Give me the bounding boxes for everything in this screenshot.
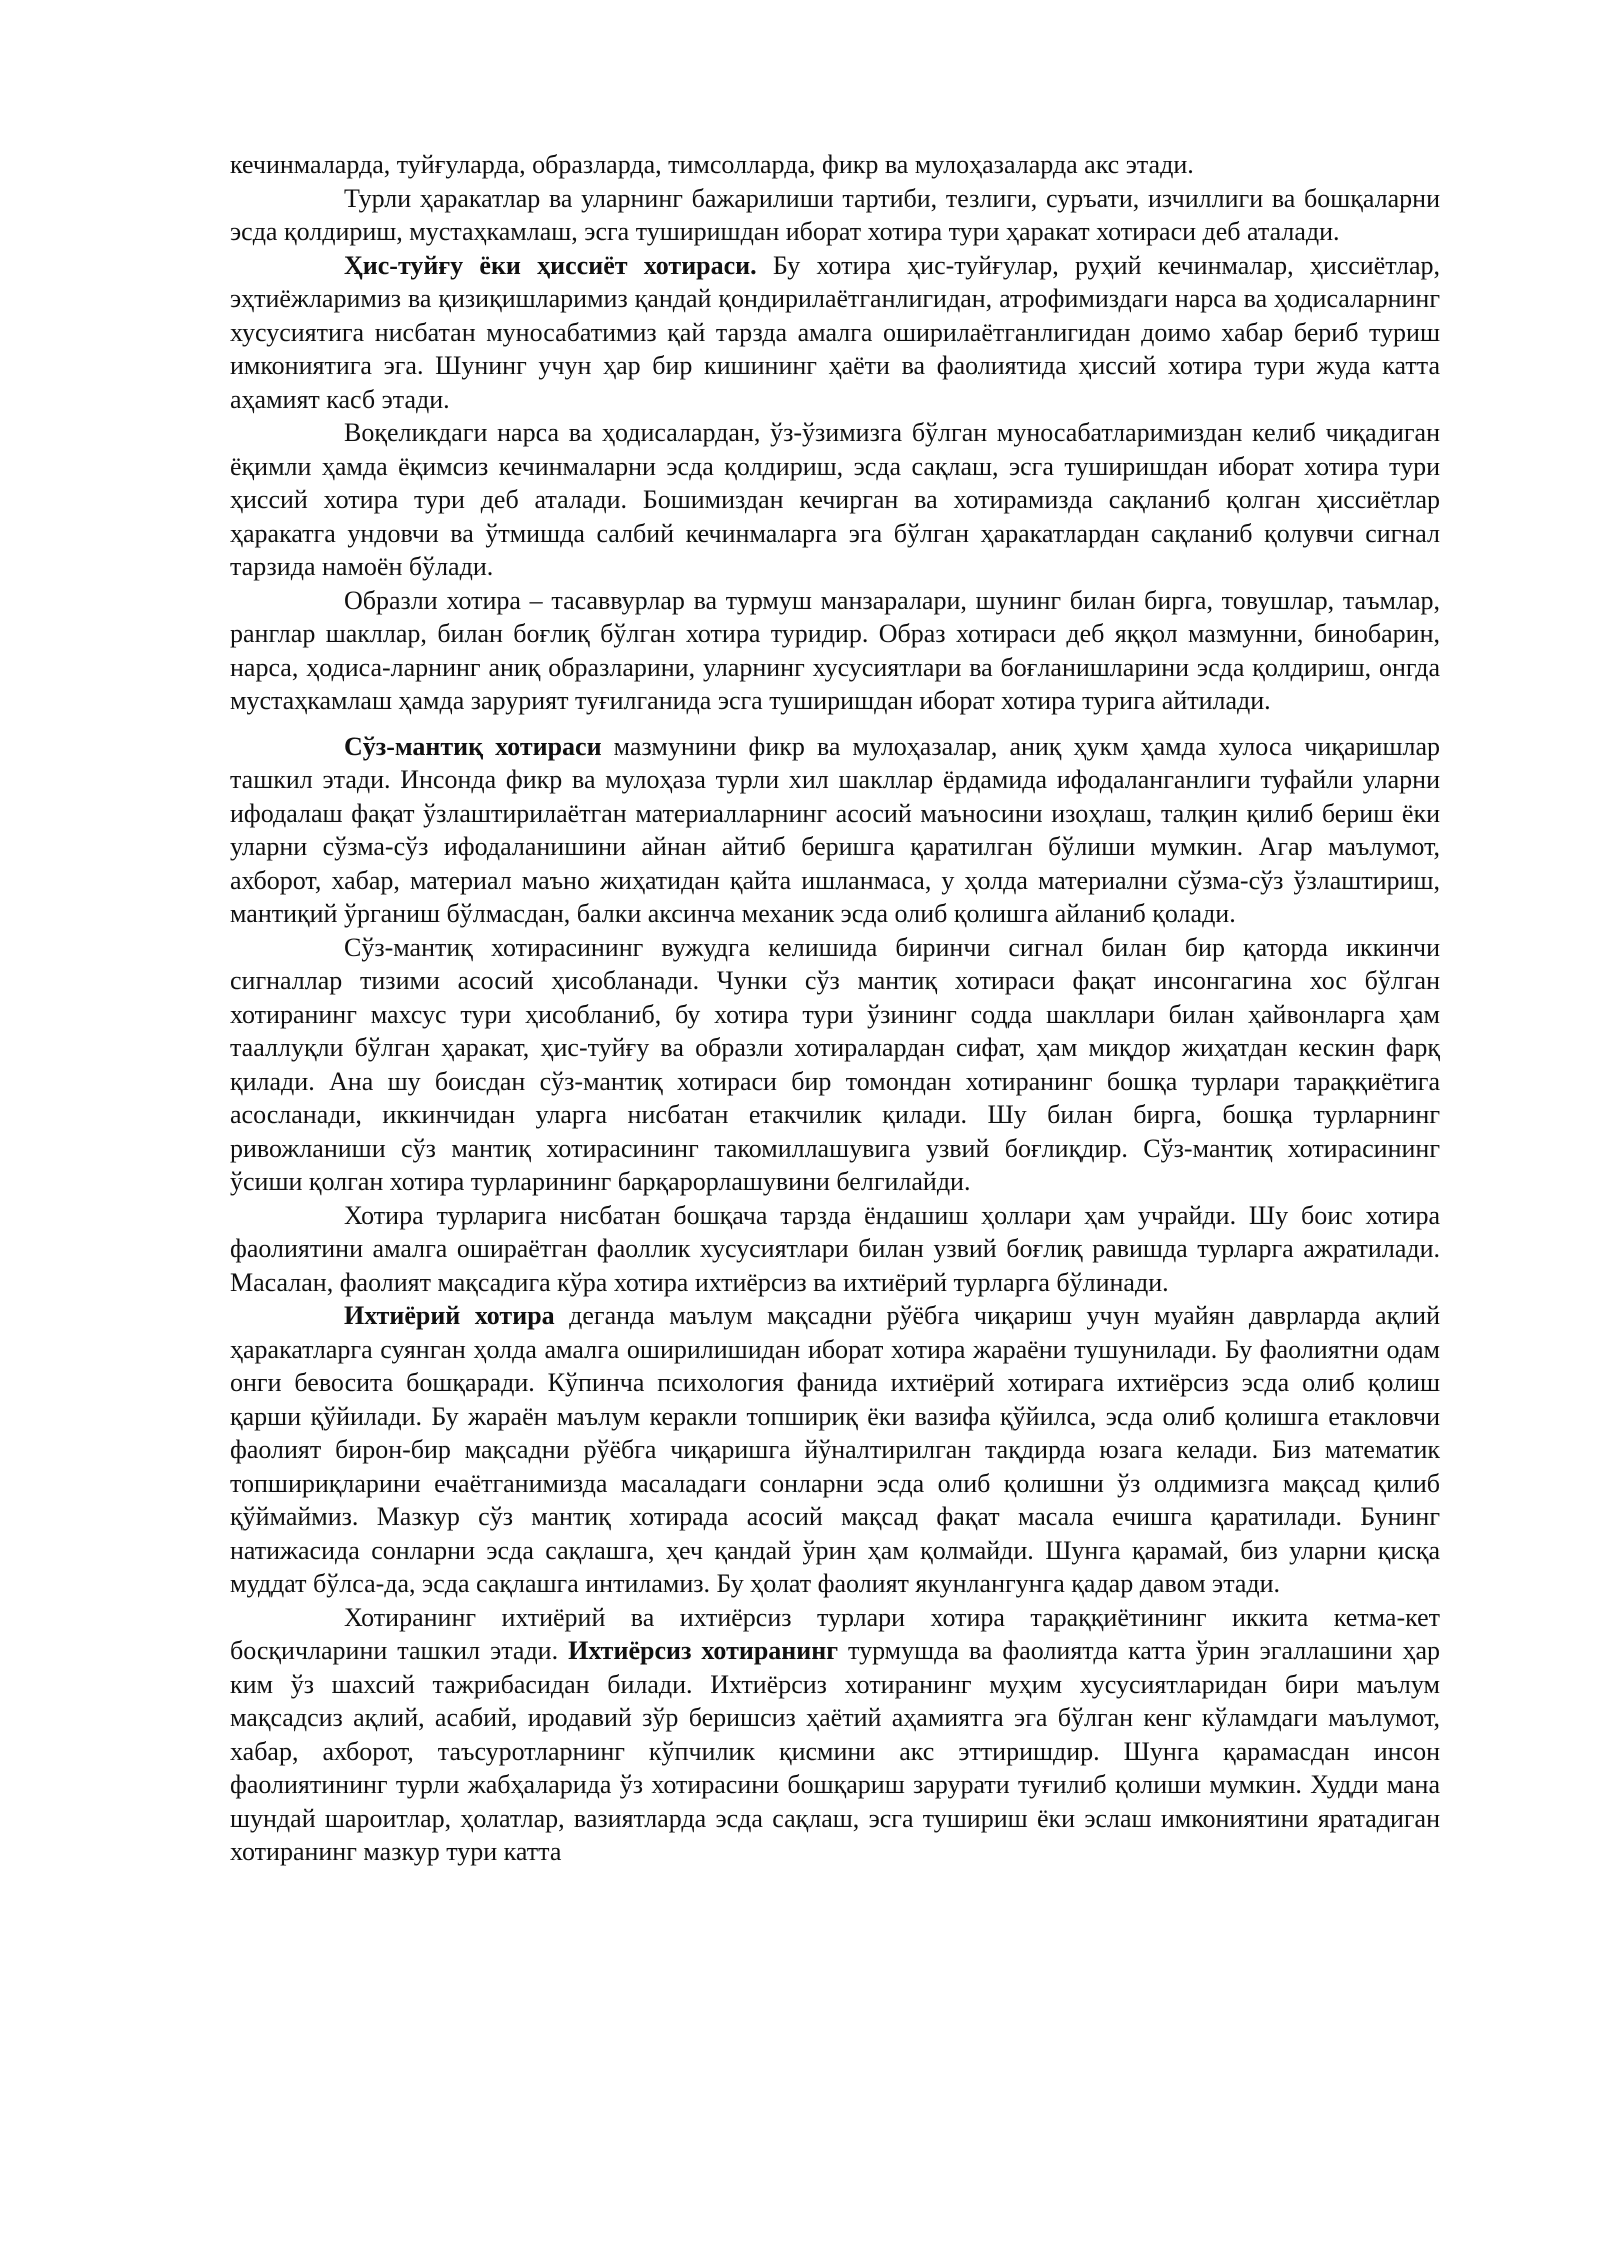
paragraph-text: мазмунини фикр ва мулоҳазалар, аниқ ҳукм ҳамда хулоса чиқаришлар ташкил этади. Инсонда фикр ва мулоҳаза турли хил шакллар ёрдамида ифодаланганлиги туфайли уларни ифодалаш фақат ўзлаштирилаётган материалларнинг асосий маъносини изоҳлаш, талқин қилиб бериш ёки уларни сўзма-сўз ифодаланишини айнан айтиб беришга қаратилган бўлиши мумкин. Агар маълумот, ахборот, хабар, материал маъно жиҳатидан қайта ишланмаса, у ҳолда материални сўзма-сўз ўзлаштириш, мантиқий ўрганиш бўлмасдан, балки аксинча механик эсда олиб қолишга айланиб қолади. — [230, 731, 1441, 928]
paragraph — [230, 730, 1440, 931]
term-heading: Ҳис-туйғу ёки ҳиссиёт хотираси. — [344, 250, 757, 280]
term-heading: Сўз-мантиқ хотираси — [344, 731, 602, 761]
paragraph — [230, 1601, 1440, 1869]
paragraph-text: турмушда ва фаолиятда катта ўрин эгаллашини ҳар ким ўз шахсий тажрибасидан билади. Ихтиёрсиз хотиранинг муҳим хусусиятларидан бири маълум мақсадсиз ақлий, асабий, иродавий зўр беришсиз ҳаётий аҳамиятга эга бўлган кенг кўламдаги маълумот, хабар, ахборот, таъсуротларнинг кўпчилик қисмини акс эттиришдир. Шунга қарамасдан инсон фаолиятининг турли жабҳаларида ўз хотирасини бошқариш зарурати туғилиб қолиши мумкин. Худди мана шундай шароитлар, ҳолатлар, вазиятларда эсда сақлаш, эсга тушириш ёки эслаш имкониятини яратадиган хотиранинг мазкур тури катта — [230, 1636, 1441, 1866]
paragraph: Воқеликдаги нарса ва ҳодисалардан, ўз-ўзимизга бўлган муносабатларимиздан келиб чиқадиган ёқимли ҳамда ёқимсиз кечинмаларни эсда қолдириш, эсда сақлаш, эсга туширишдан иборат хотира тури ҳиссий хотира тури деб аталади. Бошимиздан кечирган ва хотирамизда сақланиб қолган ҳиссиётлар ҳаракатга ундовчи ва ўтмишда салбий кечинмаларга эга бўлган ҳаракатлардан сақланиб қолувчи сигнал тарзида намоён бўлади. — [230, 418, 1440, 581]
paragraph: кечинмаларда, туйғуларда, образларда, тимсолларда, фикр ва мулоҳазаларда акс этади. — [230, 150, 1194, 179]
paragraph — [230, 1299, 1440, 1601]
paragraph-text: Бу хотира ҳис-туйғулар, руҳий кечинмалар, ҳиссиётлар, эҳтиёжларимиз ва қизиқишларимиз қандай қондирилаётганлигидан, атрофимиздаги нарса ва ҳодисаларнинг хусусиятига нисбатан муносабатимиз қай тарзда амалга оширилаётганлигидан доимо хабар бериб туриш имкониятига эга. Шунинг учун ҳар бир кишининг ҳаёти ва фаолиятида ҳиссий хотира тури жуда катта аҳамият касб этади. — [230, 250, 1440, 414]
paragraph-text: деганда маълум мақсадни рўёбга чиқариш учун муайян даврларда ақлий ҳаракатларга суянган ҳолда амалга оширилишидан иборат хотира жараёни тушунилади. Бу фаолиятни одам онги бевосита бошқаради. Кўпинча психология фанида ихтиёрий хотирага ихтиёрсиз эсда олиб қолиш қарши қўйилади. Бу жараён маълум керакли топшириқ ёки вазифа қўйилса, эсда олиб қолишга етакловчи фаолият бирон-бир мақсадни рўёбга чиқаришга йўналтирилган тақдирда юзага келади. Биз математик топшириқларини ечаётганимизда масаладаги сонларни эсда олиб қолишни ўз олдимизга мақсад қилиб қўймаймиз. Мазкур сўз мантиқ хотирада асосий мақсад фақат масала ечишга қаратилади. Бунинг натижасида сонларни эсда сақлашга, ҳеч қандай ўрин ҳам қолмайди. Шунга қарамай, биз уларни қисқа муддат бўлса-да, эсда сақлашга интиламиз. Бу ҳолат фаолият якунлангунга қадар давом этади. — [230, 1301, 1441, 1598]
paragraph — [230, 249, 1440, 417]
paragraph: Сўз-мантиқ хотирасининг вужудга келишида биринчи сигнал билан бир қаторда иккинчи сигналлар тизими асосий ҳисобланади. Чунки сўз мантиқ хотираси фақат инсонгагина хос бўлган хотиранинг махсус тури ҳисобланиб, бу хотира тури ўзининг содда шакллари билан ҳайвонларга ҳам тааллуқли бўлган ҳаракат, ҳис-туйғу ва образли хотиралардан сифат, ҳам миқдор жиҳатдан кескин фарқ қилади. Ана шу боисдан сўз-мантиқ хотираси бир томондан хотиранинг бошқа турлари тараққиётига асосланади, иккинчидан уларга нисбатан етакчилик қилади. Шу билан бирга, бошқа турларнинг ривожланиши сўз мантиқ хотирасининг такомиллашувига узвий боғлиқдир. Сўз-мантиқ хотирасининг ўсиши қолган хотира турларининг барқарорлашувини белгилайди. — [230, 932, 1440, 1196]
term-heading: Ихтиёрий хотира — [344, 1301, 555, 1330]
paragraph: Образли хотира – тасаввурлар ва турмуш манзаралари, шунинг билан бирга, товушлар, таъмлар, ранглар шакллар, билан боғлиқ бўлган хотира туридир. Образ хотираси деб яққол мазмунни, бинобарин, нарса, ҳодиса-ларнинг аниқ образларини, уларнинг хусусиятлари ва боғланишларини эсда қолдириш, онгда мустаҳкамлаш ҳамда зарурият туғилганида эсга туширишдан иборат хотира турига айтилади. — [230, 585, 1440, 715]
paragraph: Хотира турларига нисбатан бошқача тарзда ёндашиш ҳоллари ҳам учрайди. Шу боис хотира фаолиятини амалга ошираётган фаоллик хусусиятлари билан узвий боғлиқ равишда турларга ажратилади. Масалан, фаолият мақсадига кўра хотира ихтиёрсиз ва ихтиёрий турларга бўлинади. — [230, 1200, 1440, 1297]
term-heading: Ихтиёрсиз хотиранинг — [568, 1636, 839, 1665]
paragraph-text: Хотиранинг ихтиёрий ва ихтиёрсиз турлари хотира тараққиётининг иккита кетма-кет босқичларини ташкил этади. — [230, 1602, 1440, 1665]
paragraph: Турли ҳаракатлар ва уларнинг бажарилиши тартиби, тезлиги, суръати, изчиллиги ва бошқаларни эсда қолдириш, мустаҳкамлаш, эсга туширишдан иборат хотира тури ҳаракат хотираси деб аталади. — [230, 183, 1440, 246]
document-body — [230, 148, 1440, 1869]
